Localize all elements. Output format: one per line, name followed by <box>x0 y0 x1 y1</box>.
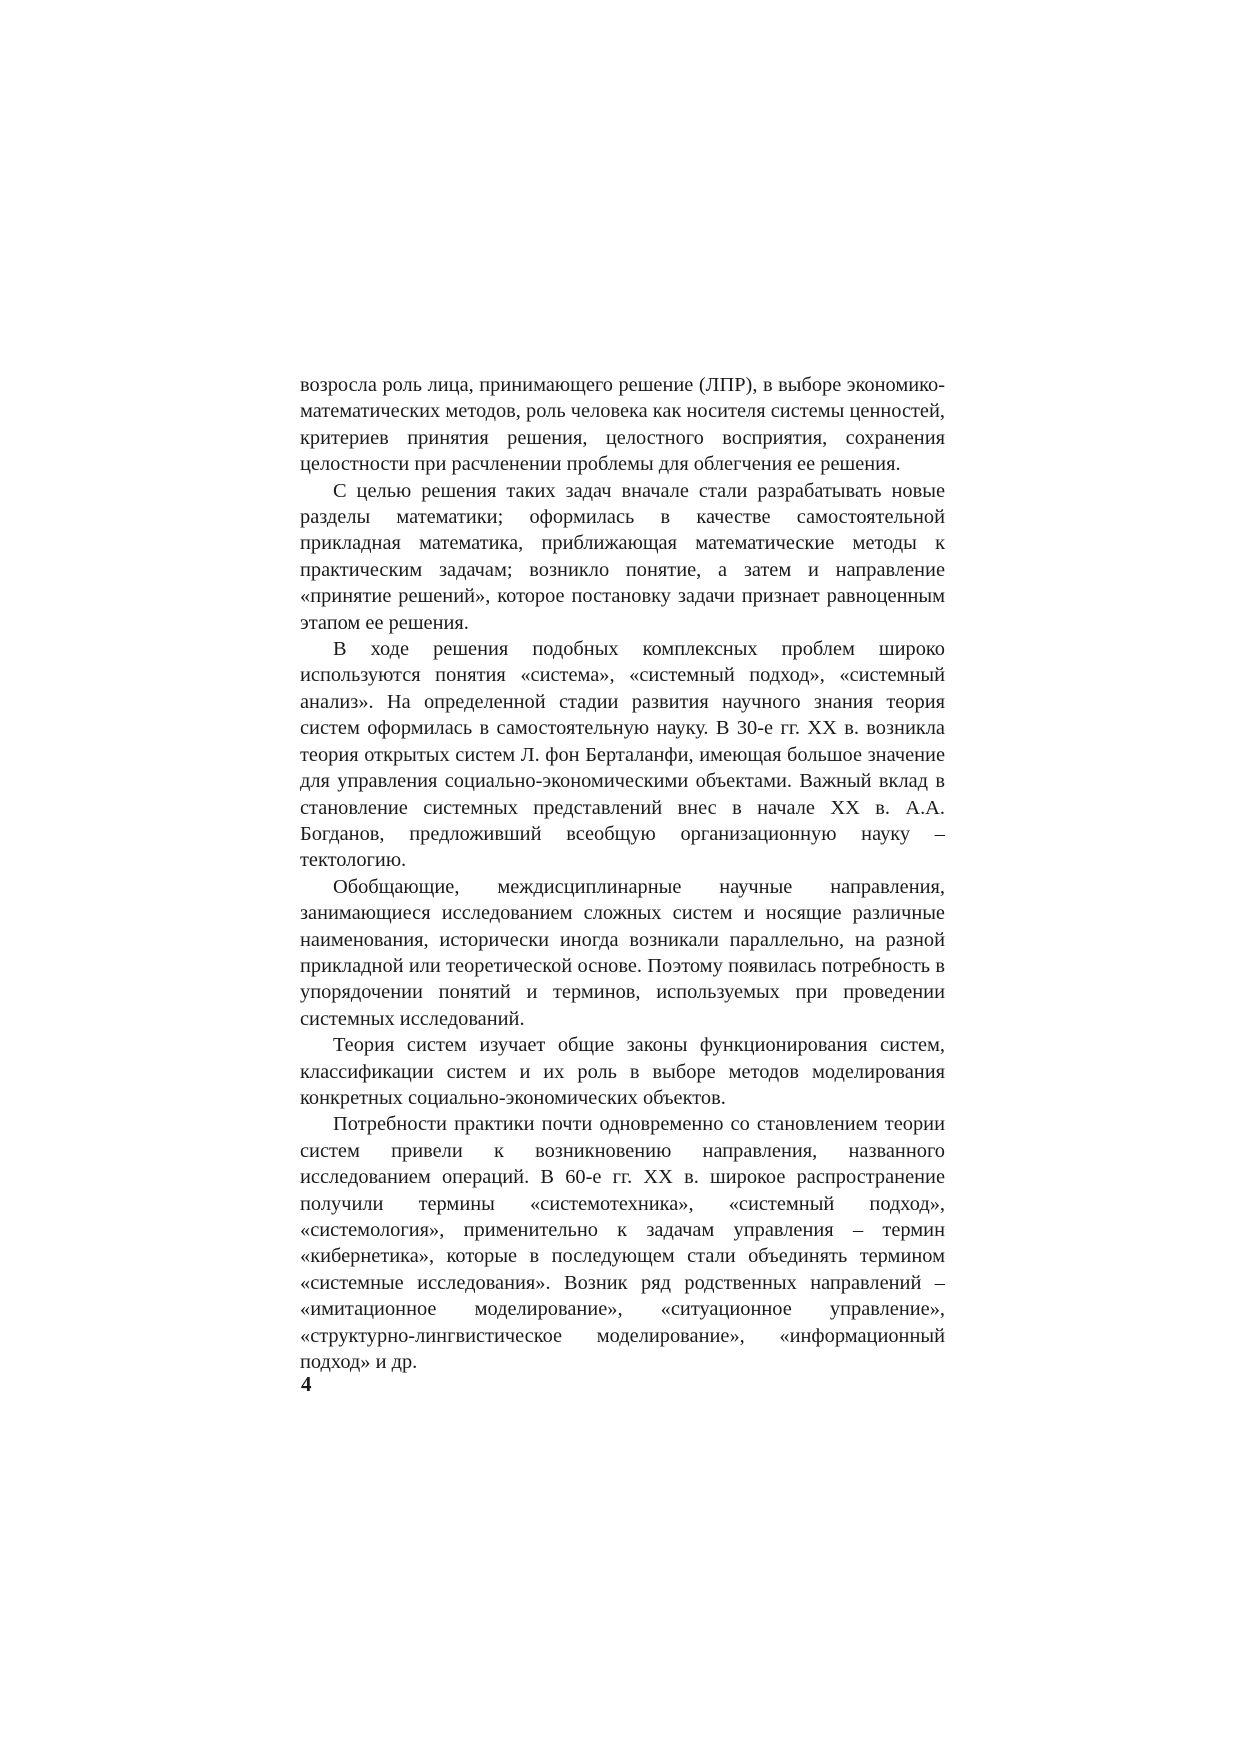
page-number: 4 <box>301 1372 312 1396</box>
paragraph-continuation: возросла роль лица, принимающего решение (ЛПР), в выборе экономико-математических методов, роль человека как носителя системы ценностей, критериев принятия решения, целостного восприятия, сохранения целостности при расчленении проблемы для облегчения ее решения. <box>300 374 945 476</box>
paragraph: Обобщающие, междисциплинарные научные направления, занимающиеся исследованием сложных систем и носящие различные наименования, исторически иногда возникали параллельно, на разной прикладной или теоретической основе. Поэтому появилась потребность в упорядочении понятий и терминов, используемых при проведении системных исследований. <box>300 875 945 1030</box>
paragraph: Теория систем изучает общие законы функционирования систем, классификации систем и их роль в выборе методов моделирования конкретных социально-экономических объектов. <box>300 1034 945 1109</box>
paragraph: С целью решения таких задач вначале стали разрабатывать новые разделы математики; оформилась в качестве самостоятельной прикладная математика, приближающая математические методы к практическим задачам; возникло понятие, а затем и направление «принятие решений», которое постановку задачи признает равноценным этапом ее решения. <box>300 479 945 634</box>
body-text <box>300 372 945 1375</box>
paragraph: В ходе решения подобных комплексных проблем широко используются понятия «система», «системный подход», «системный анализ». На определенной стадии развития научного знания теория систем оформилась в самостоятельную науку. В 30-е гг. XX в. возникла теория открытых систем Л. фон Берталанфи, имеющая большое значение для управления социально-экономическими объектами. Важный вклад в становление системных представлений внес в начале XX в. А.А. Богданов, предложивший всеобщую организационную науку – тектологию. <box>300 638 945 872</box>
paragraph: Потребности практики почти одновременно со становлением теории систем привели к возникновению направления, названного исследованием операций. В 60-е гг. XX в. широкое распространение получили термины «системотехника», «системный подход», «системология», применительно к задачам управления – термин «кибернетика», которые в последующем стали объединять термином «системные исследования». Возник ряд родственных направлений – «имитационное моделирование», «ситуационное управление», «структурно-лингвистическое моделирование», «информационный подход» и др. <box>300 1113 945 1374</box>
